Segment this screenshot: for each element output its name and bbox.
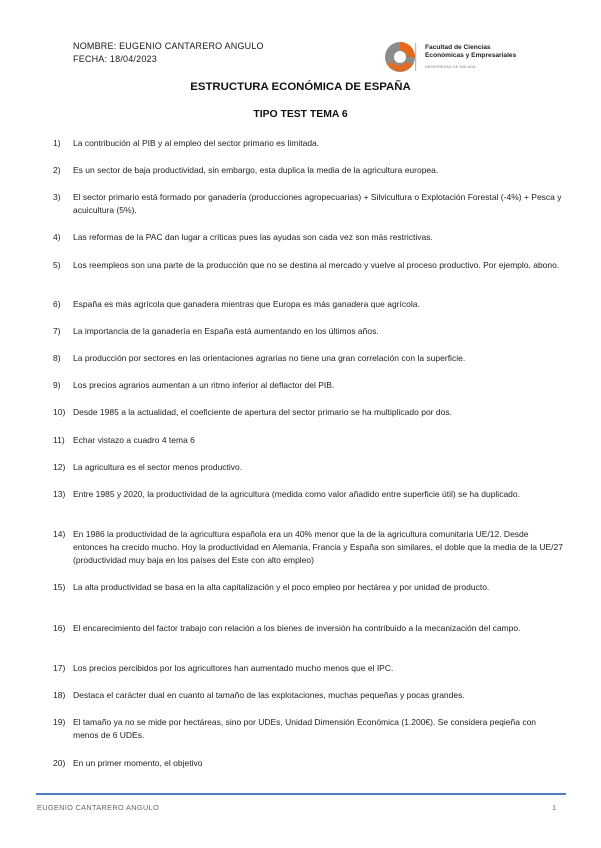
question-item xyxy=(53,137,563,150)
question-number: 19) xyxy=(53,717,66,727)
question-number: 17) xyxy=(53,663,66,673)
question-item xyxy=(53,622,563,635)
question-item xyxy=(53,488,563,501)
question-number: 3) xyxy=(53,192,61,202)
question-text: Los reempleos son una parte de la producción que no se destina al mercado y vuelve al proceso productivo. Por ejemplo, abono. xyxy=(73,260,560,270)
question-item xyxy=(53,434,563,447)
question-number: 1) xyxy=(53,138,61,148)
question-item xyxy=(53,352,563,365)
question-text: En 1986 la productividad de la agricultura española era un 40% menor que la de la agricultura comunitaria UE/12. Desde entonces ha crecido mucho. Hoy la productividad en Alemania, Francia y España son similares, el doble que la media de la UE/27 (productividad muy baja en los países del Este con alto empleo) xyxy=(73,529,563,565)
question-item xyxy=(53,406,563,419)
question-text: Desde 1985 a la actualidad, el coeficiente de apertura del sector primario se ha multiplicado por dos. xyxy=(73,407,452,417)
faculty-name xyxy=(425,44,516,59)
faculty-name-line2: Económicas y Empresariales xyxy=(425,51,517,59)
question-text: Los precios agrarios aumentan a un ritmo inferior al deflactor del PIB. xyxy=(73,380,335,390)
question-number: 5) xyxy=(53,260,61,270)
faculty-name-line1: Facultad de Ciencias xyxy=(425,44,491,51)
question-text: Entre 1985 y 2020, la productividad de la agricultura (medida como valor añadido entre superficie útil) se ha duplicado. xyxy=(73,489,520,499)
question-number: 13) xyxy=(53,489,66,499)
question-item xyxy=(53,379,563,392)
question-item xyxy=(53,164,563,177)
question-text: El encarecimiento del factor trabajo con relación a los bienes de inversión ha contribuido a la mecanización del campo. xyxy=(73,623,521,633)
question-text: La producción por sectores en las orientaciones agrarias no tiene una gran correlación con la superficie. xyxy=(73,353,466,363)
document-title: ESTRUCTURA ECONÓMICA DE ESPAÑA xyxy=(190,81,411,93)
question-item xyxy=(53,757,563,770)
question-item xyxy=(53,581,563,594)
question-item xyxy=(53,689,563,702)
faculty-logo-icon xyxy=(383,40,423,74)
question-text: La alta productividad se basa en la alta capitalización y el poco empleo por hectárea y por unidad de producto. xyxy=(73,582,490,592)
faculty-logo xyxy=(383,40,533,74)
question-text: En un primer momento, el objetivo xyxy=(73,758,203,768)
footer-author: EUGENIO CANTARERO ANGULO xyxy=(37,803,160,812)
question-number: 14) xyxy=(53,529,66,539)
question-number: 8) xyxy=(53,353,61,363)
student-info xyxy=(73,40,264,66)
footer-divider xyxy=(36,793,566,795)
question-number: 6) xyxy=(53,299,61,309)
question-number: 9) xyxy=(53,380,61,390)
page-number: 1 xyxy=(552,803,557,812)
question-number: 18) xyxy=(53,690,66,700)
question-item xyxy=(53,259,563,272)
question-item xyxy=(53,528,563,567)
question-number: 16) xyxy=(53,623,66,633)
question-text: Las reformas de la PAC dan lugar a críticas pues las ayudas son cada vez son más restrictivas. xyxy=(73,232,433,242)
question-number: 7) xyxy=(53,326,61,336)
document-subtitle: TIPO TEST TEMA 6 xyxy=(253,109,348,120)
question-text: Echar vistazo a cuadro 4 tema 6 xyxy=(73,435,195,445)
question-number: 20) xyxy=(53,758,66,768)
question-item xyxy=(53,231,563,244)
question-number: 4) xyxy=(53,232,61,242)
question-text: España es más agrícola que ganadera mientras que Europa es más ganadera que agrícola. xyxy=(73,299,420,309)
question-item xyxy=(53,662,563,675)
student-name: NOMBRE: EUGENIO CANTARERO ANGULO xyxy=(73,41,264,51)
question-number: 10) xyxy=(53,407,66,417)
question-number: 15) xyxy=(53,582,66,592)
question-item xyxy=(53,191,563,217)
question-text: La contribución al PIB y al empleo del sector primario es limitada. xyxy=(73,138,320,148)
question-text: Destaca el carácter dual en cuanto al tamaño de las explotaciones, muchas pequeñas y pocas grandes. xyxy=(73,690,465,700)
exam-date: FECHA: 18/04/2023 xyxy=(73,54,157,64)
question-item xyxy=(53,298,563,311)
question-item xyxy=(53,716,563,742)
question-item xyxy=(53,325,563,338)
question-text: El tamaño ya no se mide por hectáreas, sino por UDEs, Unidad Dimensión Económica (1.200€). Se considera peqieña con menos de 6 UDEs. xyxy=(73,717,537,740)
question-text: Es un sector de baja productividad, sin embargo, esta duplica la media de la agricultura europea. xyxy=(73,165,439,175)
question-number: 11) xyxy=(53,435,65,445)
university-name: UNIVERSIDAD DE MÁLAGA xyxy=(425,65,476,69)
question-number: 12) xyxy=(53,462,66,472)
question-text: Los precios percibidos por los agricultores han aumentado mucho menos que el IPC. xyxy=(73,663,394,673)
question-number: 2) xyxy=(53,165,61,175)
question-text: El sector primario está formado por ganadería (producciones agropecuarias) + Silvicultura o Explotación Forestal (-4%) + Pesca y acuicultura (5%). xyxy=(73,192,562,215)
question-text: La importancia de la ganadería en España está aumentando en los últimos años. xyxy=(73,326,379,336)
question-text: La agricultura es el sector menos productivo. xyxy=(73,462,243,472)
question-item xyxy=(53,461,563,474)
